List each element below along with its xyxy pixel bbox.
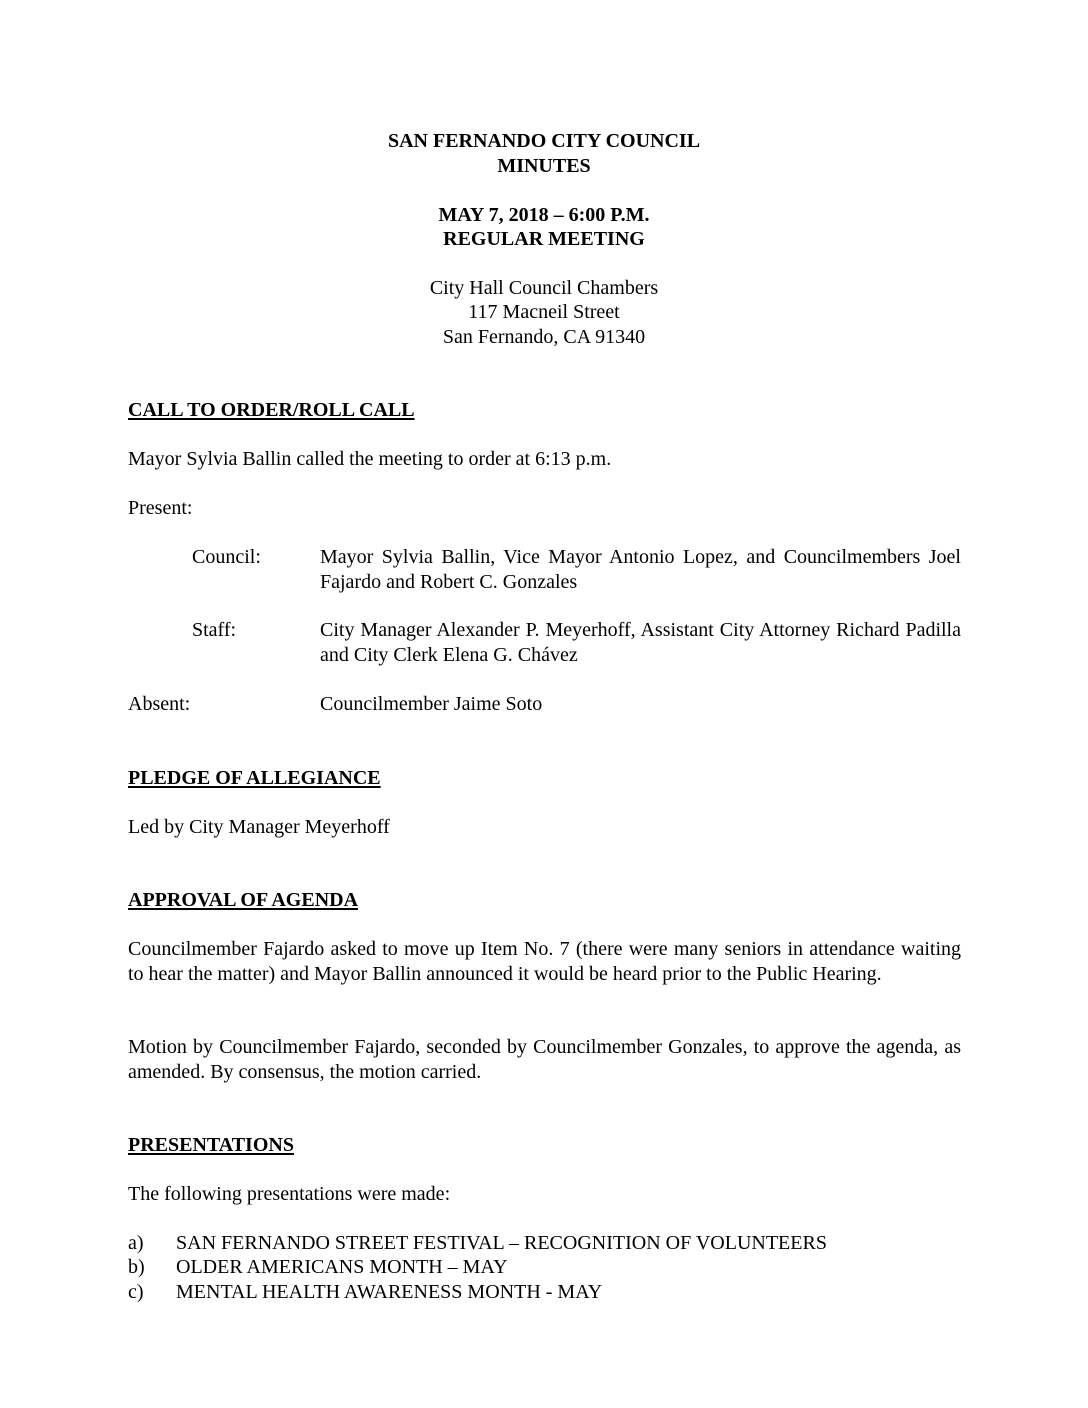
call-to-order-text: Mayor Sylvia Ballin called the meeting to order at 6:13 p.m. <box>128 448 612 470</box>
meeting-date: MAY 7, 2018 – 6:00 P.M. <box>438 204 650 226</box>
minutes-title: MINUTES <box>497 155 591 177</box>
pledge-text: Led by City Manager Meyerhoff <box>128 816 390 838</box>
staff-members: City Manager Alexander P. Meyerhoff, Assistant City Attorney Richard Padilla and City Clerk Elena G. Chávez <box>320 619 961 666</box>
list-item-text: MENTAL HEALTH AWARENESS MONTH - MAY <box>176 1281 603 1303</box>
list-item-letter: b) <box>128 1256 145 1278</box>
presentations-intro: The following presentations were made: <box>128 1183 451 1205</box>
list-item-text: SAN FERNANDO STREET FESTIVAL – RECOGNITION OF VOLUNTEERS <box>176 1232 827 1254</box>
location-street: 117 Macneil Street <box>468 301 620 323</box>
absent-label: Absent: <box>128 693 191 715</box>
staff-label: Staff: <box>192 619 237 641</box>
pledge-heading: PLEDGE OF ALLEGIANCE <box>128 767 381 789</box>
agenda-paragraph-1: Councilmember Fajardo asked to move up Item No. 7 (there were many seniors in attendance waiting to hear the matter) and Mayor Ballin announced it would be heard prior to the Public Hearing. <box>128 938 961 985</box>
list-item-letter: a) <box>128 1232 144 1254</box>
council-name-title: SAN FERNANDO CITY COUNCIL <box>387 130 701 152</box>
council-members: Mayor Sylvia Ballin, Vice Mayor Antonio Lopez, and Councilmembers Joel Fajardo and Robert C. Gonzales <box>320 546 961 593</box>
agenda-paragraph-2: Motion by Councilmember Fajardo, seconded by Councilmember Gonzales, to approve the agenda, as amended. By consensus, the motion carried. <box>128 1036 961 1083</box>
absent-members: Councilmember Jaime Soto <box>320 693 543 715</box>
location-city: San Fernando, CA 91340 <box>442 326 646 348</box>
call-to-order-heading: CALL TO ORDER/ROLL CALL <box>128 399 415 421</box>
meeting-type: REGULAR MEETING <box>443 228 645 250</box>
location-name: City Hall Council Chambers <box>429 277 659 299</box>
list-item-letter: c) <box>128 1281 144 1303</box>
council-label: Council: <box>192 546 261 568</box>
agenda-heading: APPROVAL OF AGENDA <box>128 889 359 911</box>
present-label: Present: <box>128 497 193 519</box>
presentations-heading: PRESENTATIONS <box>128 1134 294 1156</box>
list-item-text: OLDER AMERICANS MONTH – MAY <box>176 1256 508 1278</box>
